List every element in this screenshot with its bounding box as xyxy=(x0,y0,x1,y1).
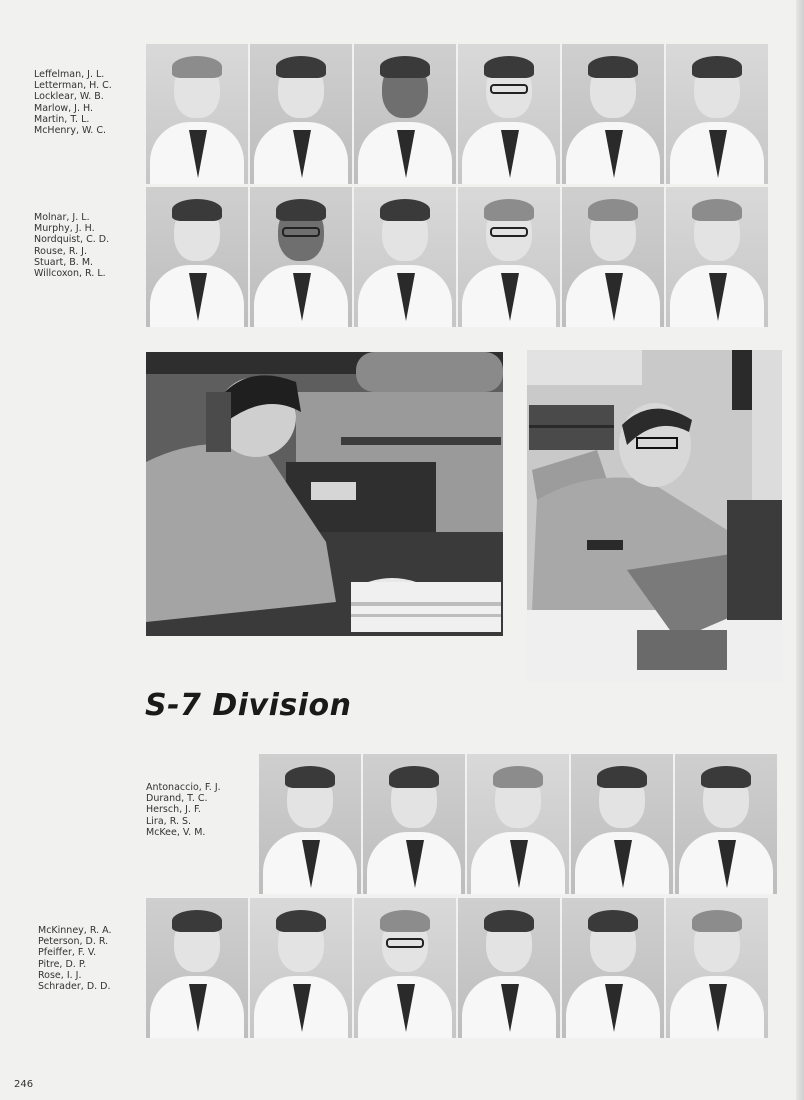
name-list-group-3 xyxy=(146,782,221,838)
name-item: Antonaccio, F. J. xyxy=(146,782,221,793)
portrait-photo xyxy=(458,898,560,1038)
section-title: S-7 Division xyxy=(145,688,352,723)
portrait-photo xyxy=(562,898,664,1038)
portrait-photo xyxy=(675,754,777,894)
name-item: Pitre, D. P. xyxy=(38,958,87,970)
page-binding-edge xyxy=(796,0,804,1100)
portrait-photo xyxy=(666,898,768,1038)
portrait-photo xyxy=(363,754,465,894)
portrait-photo xyxy=(458,44,560,184)
name-item: Lira, R. S. xyxy=(146,815,192,827)
portrait-photo xyxy=(250,898,352,1038)
portrait-photo xyxy=(259,754,361,894)
portrait-photo xyxy=(562,187,664,327)
portrait-photo xyxy=(458,187,560,327)
name-item: Marlow, J. H. xyxy=(34,102,94,114)
portrait-photo xyxy=(354,44,456,184)
name-item: Molnar, J. L. xyxy=(34,212,90,223)
name-list-group-1 xyxy=(34,69,112,136)
name-list-group-2 xyxy=(34,212,109,279)
portrait-photo xyxy=(146,44,248,184)
candid-photo-office-desk xyxy=(527,350,782,682)
page-number: 246 xyxy=(14,1079,34,1090)
candid-photo-desk-work xyxy=(146,352,503,636)
portrait-photo xyxy=(250,187,352,327)
name-item: Martin, T. L. xyxy=(34,113,90,125)
portrait-photo xyxy=(146,187,248,327)
portrait-photo xyxy=(250,44,352,184)
name-item: Schrader, D. D. xyxy=(38,981,111,993)
portrait-photo xyxy=(354,898,456,1038)
name-item: Letterman, H. C. xyxy=(34,80,112,92)
portrait-photo xyxy=(666,187,768,327)
name-item: Nordquist, C. D. xyxy=(34,234,110,246)
name-list-group-4 xyxy=(38,925,112,992)
portrait-photo xyxy=(562,44,664,184)
name-item: Rouse, R. J. xyxy=(34,245,87,257)
name-item: Rose, I. J. xyxy=(38,969,82,981)
portrait-row-4 xyxy=(146,898,768,1038)
name-item: Peterson, D. R. xyxy=(38,936,109,948)
portrait-photo xyxy=(467,754,569,894)
portrait-photo xyxy=(354,187,456,327)
name-item: Pfeiffer, F. V. xyxy=(38,947,97,959)
name-item: Willcoxon, R. L. xyxy=(34,268,106,280)
name-item: Murphy, J. H. xyxy=(34,223,95,235)
name-item: Leffelman, J. L. xyxy=(34,69,105,80)
portrait-row-1 xyxy=(146,44,768,184)
name-item: Hersch, J. F. xyxy=(146,804,201,816)
portrait-row-3 xyxy=(259,754,777,894)
portrait-photo xyxy=(146,898,248,1038)
name-item: Durand, T. C. xyxy=(146,793,208,805)
portrait-photo xyxy=(571,754,673,894)
name-item: McKinney, R. A. xyxy=(38,925,112,936)
name-item: Stuart, B. M. xyxy=(34,256,94,268)
name-item: McKee, V. M. xyxy=(146,826,206,838)
portrait-row-2 xyxy=(146,187,768,327)
portrait-photo xyxy=(666,44,768,184)
name-item: McHenry, W. C. xyxy=(34,125,106,137)
name-item: Locklear, W. B. xyxy=(34,91,104,103)
